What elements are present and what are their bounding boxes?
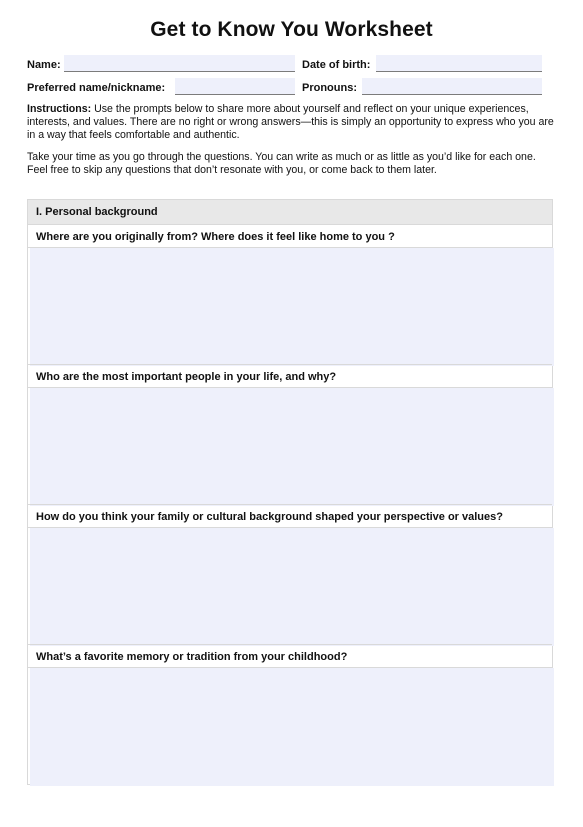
question-label: How do you think your family or cultural background shaped your perspective or values? bbox=[28, 504, 552, 528]
answer-box-4[interactable] bbox=[30, 668, 554, 786]
question-label: What’s a favorite memory or tradition from your childhood? bbox=[28, 644, 552, 668]
question-label: Who are the most important people in your life, and why? bbox=[28, 364, 552, 388]
page-title: Get to Know You Worksheet bbox=[150, 18, 433, 41]
preferred-name-field[interactable] bbox=[175, 78, 295, 95]
preferred-name-label: Preferred name/nickname: bbox=[27, 82, 166, 94]
pronouns-field[interactable] bbox=[362, 78, 542, 95]
dob-label: Date of birth: bbox=[302, 59, 371, 71]
answer-box-2[interactable] bbox=[30, 388, 554, 506]
answer-box-1[interactable] bbox=[30, 248, 554, 366]
instructions-paragraph-2: Take your time as you go through the questions. You can write as much or as little as you’d like for each one. Feel free to skip any questions that don’t resonate with you, or come back to them later. bbox=[27, 151, 536, 176]
question-label: Where are you originally from? Where does it feel like home to you ? bbox=[28, 224, 552, 248]
dob-field[interactable] bbox=[376, 55, 542, 72]
answer-box-3[interactable] bbox=[30, 528, 554, 646]
instructions-lead: Instructions: bbox=[27, 103, 92, 115]
instructions-paragraph bbox=[27, 103, 557, 142]
instructions-text: Use the prompts below to share more about yourself and reflect on your unique experiences, interests, and values. There are no right or wrong answers—this is simply an opportunity to express who you are in a way that feels comfortable and authentic. bbox=[27, 103, 554, 141]
personal-background-section bbox=[27, 199, 553, 785]
name-label: Name: bbox=[27, 59, 61, 71]
name-field[interactable] bbox=[64, 55, 295, 72]
pronouns-label: Pronouns: bbox=[302, 82, 357, 94]
section-heading: I. Personal background bbox=[28, 200, 552, 224]
